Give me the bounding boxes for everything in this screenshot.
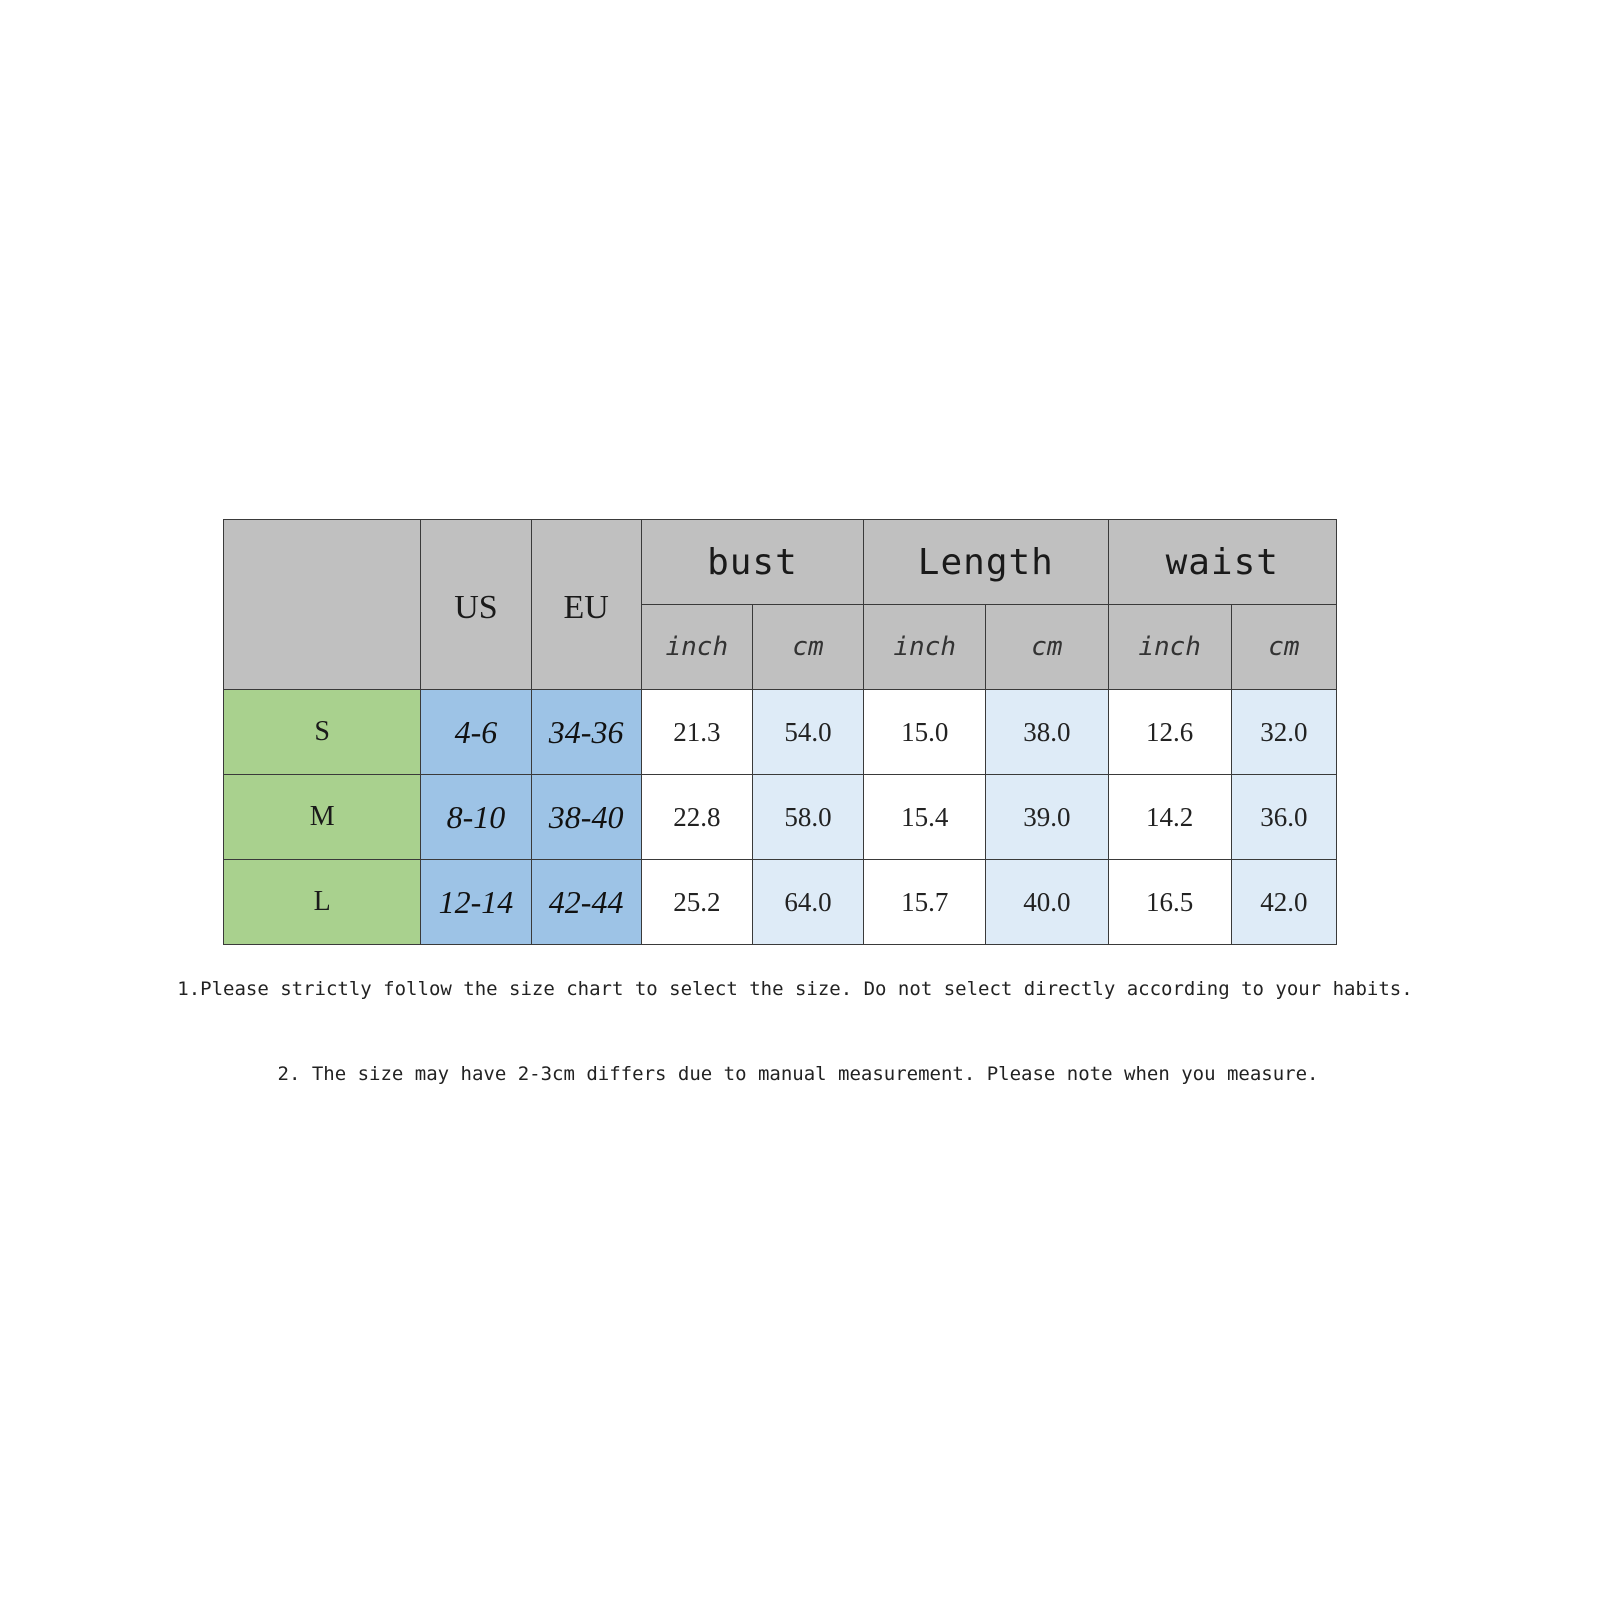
bust-cm: 54.0 bbox=[752, 690, 863, 775]
length-inch: 15.4 bbox=[864, 775, 986, 860]
bust-inch: 22.8 bbox=[641, 775, 752, 860]
unit-waist-cm: cm bbox=[1231, 605, 1336, 690]
length-cm: 38.0 bbox=[986, 690, 1108, 775]
waist-inch: 12.6 bbox=[1108, 690, 1231, 775]
us-size: 8-10 bbox=[421, 775, 531, 860]
us-size: 4-6 bbox=[421, 690, 531, 775]
waist-cm: 42.0 bbox=[1231, 860, 1336, 945]
note-measurement-tolerance: 2. The size may have 2-3cm differs due to manual measurement. Please note when you measure. bbox=[277, 1063, 1319, 1085]
header-bust: bust bbox=[641, 520, 863, 605]
waist-inch: 14.2 bbox=[1108, 775, 1231, 860]
header-length: Length bbox=[864, 520, 1108, 605]
eu-size: 34-36 bbox=[531, 690, 641, 775]
header-eu: EU bbox=[531, 520, 641, 690]
header-us: US bbox=[421, 520, 531, 690]
waist-cm: 32.0 bbox=[1231, 690, 1336, 775]
size-label: M bbox=[224, 775, 421, 860]
length-inch: 15.7 bbox=[864, 860, 986, 945]
bust-cm: 64.0 bbox=[752, 860, 863, 945]
header-waist: waist bbox=[1108, 520, 1336, 605]
waist-inch: 16.5 bbox=[1108, 860, 1231, 945]
table-row bbox=[224, 775, 1337, 860]
waist-cm: 36.0 bbox=[1231, 775, 1336, 860]
unit-bust-inch: inch bbox=[641, 605, 752, 690]
unit-length-inch: inch bbox=[864, 605, 986, 690]
table-row bbox=[224, 690, 1337, 775]
eu-size: 42-44 bbox=[531, 860, 641, 945]
table-row bbox=[224, 860, 1337, 945]
eu-size: 38-40 bbox=[531, 775, 641, 860]
unit-length-cm: cm bbox=[986, 605, 1108, 690]
bust-cm: 58.0 bbox=[752, 775, 863, 860]
bust-inch: 25.2 bbox=[641, 860, 752, 945]
length-inch: 15.0 bbox=[864, 690, 986, 775]
size-label: S bbox=[224, 690, 421, 775]
size-label: L bbox=[224, 860, 421, 945]
unit-waist-inch: inch bbox=[1108, 605, 1231, 690]
unit-bust-cm: cm bbox=[752, 605, 863, 690]
header-corner-cell bbox=[224, 520, 421, 690]
note-size-chart-advice: 1.Please strictly follow the size chart to select the size. Do not select directly according to your habits. bbox=[177, 978, 1413, 1000]
length-cm: 40.0 bbox=[986, 860, 1108, 945]
bust-inch: 21.3 bbox=[641, 690, 752, 775]
us-size: 12-14 bbox=[421, 860, 531, 945]
size-chart-table bbox=[223, 519, 1337, 945]
header-row bbox=[224, 520, 1337, 605]
length-cm: 39.0 bbox=[986, 775, 1108, 860]
